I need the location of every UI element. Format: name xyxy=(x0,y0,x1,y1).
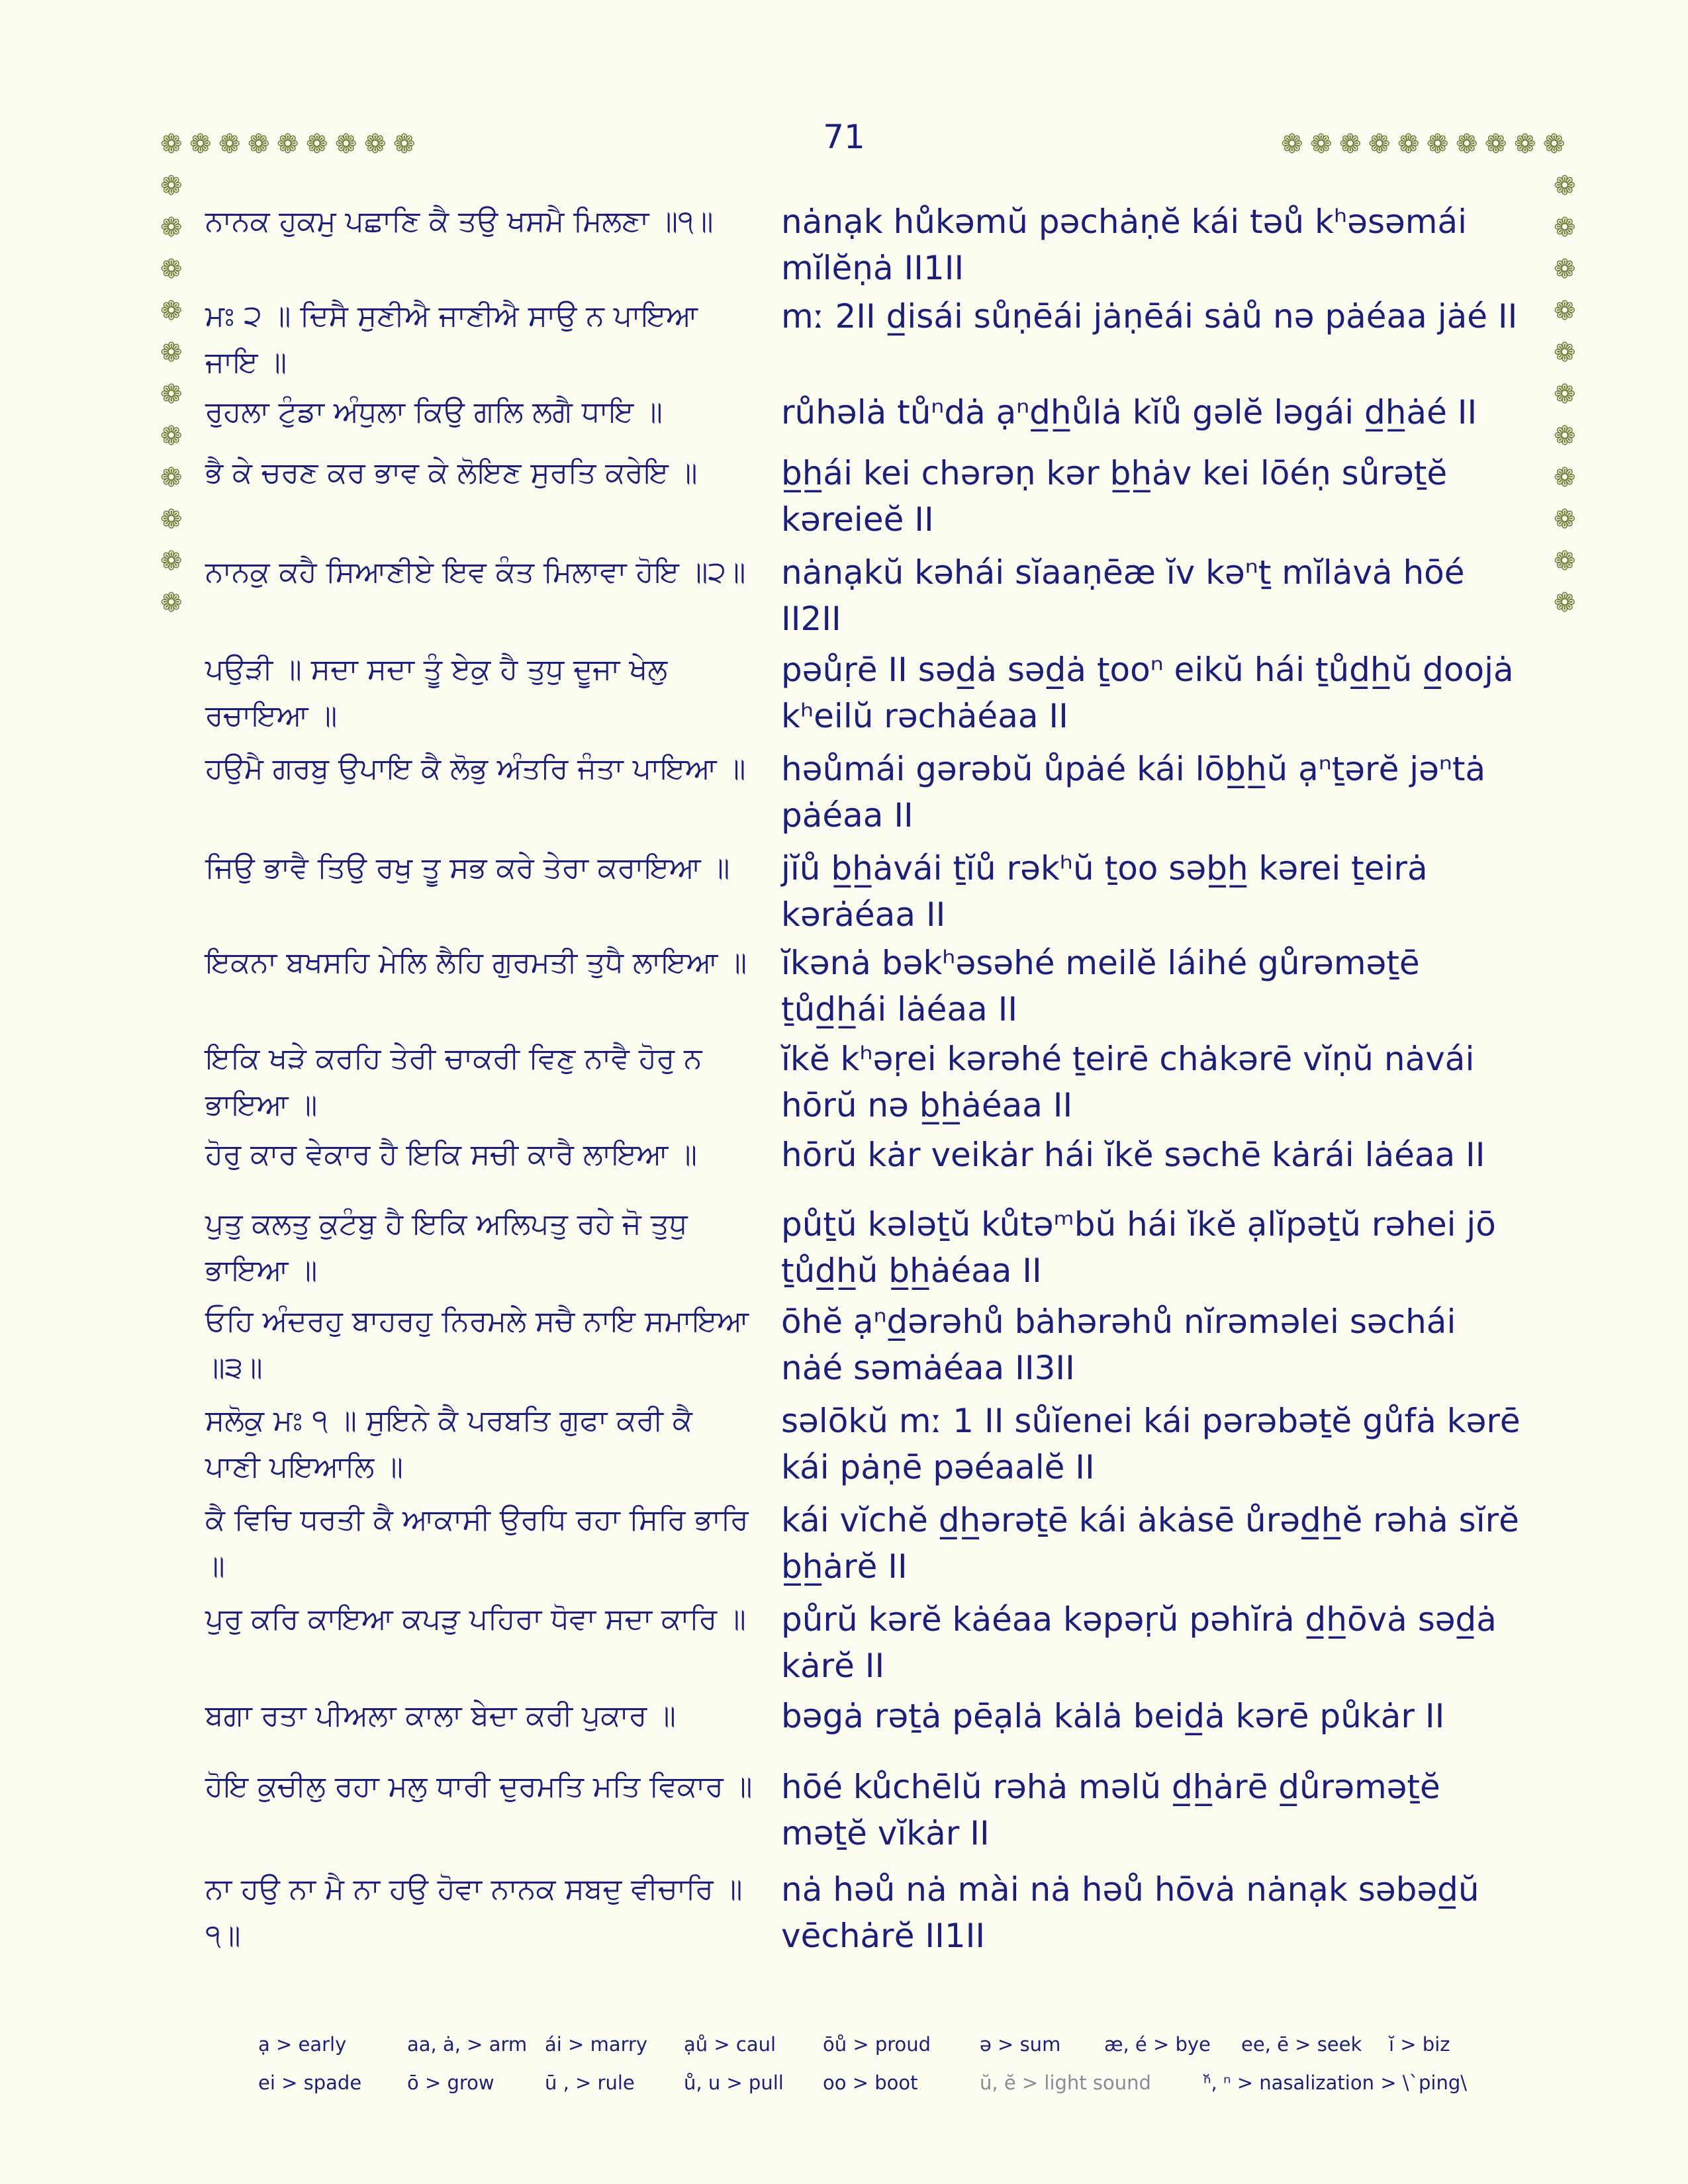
flower-ornament-icon: ❁ xyxy=(160,338,183,368)
transliteration-text: půṯŭ kələṯŭ kůtəᵐbŭ hái ĭkĕ ạlĭpəṯŭ rəhei jō ṯůd̲h̲ŭ b̲h̲ȧéaa II xyxy=(781,1205,1496,1290)
gurmukhi-text: ਕੈ ਵਿਚਿ ਧਰਤੀ ਕੈ ਆਕਾਸੀ ਉਰਧਿ ਰਹਾ ਸਿਰਿ ਭਾਰਿ ॥ xyxy=(205,1503,749,1583)
transliteration-text: b̲h̲ái kei chərəṇ kər b̲h̲ȧv kei lōéṇ sůrəṯĕ kəreieĕ II xyxy=(781,454,1448,539)
gurmukhi-text: ਰੁਹਲਾ ਟੁੰਡਾ ਅੰਧੁਲਾ ਕਿਉ ਗਲਿ ਲਗੈ ਧਾਇ ॥ xyxy=(205,395,663,429)
gurmukhi-text: ਇਕਨਾ ਬਖਸਹਿ ਮੇਲਿ ਲੈਹਿ ਗੁਰਮਤੀ ਤੁਧੈ ਲਾਇਆ ॥ xyxy=(205,946,747,979)
flower-ornament-icon: ❁ xyxy=(1310,129,1333,159)
flower-ornament-icon: ❁ xyxy=(1554,171,1576,201)
flower-ornament-icon: ❁ xyxy=(160,212,183,243)
legend-item: ee, ē > seek xyxy=(1241,2033,1362,2056)
transliteration-text: həůmái gərəbŭ ůpȧé kái lōb̲h̲ŭ ạⁿṯərĕ jəⁿtȧ pȧéaa II xyxy=(781,750,1486,835)
flower-ornament-icon: ❁ xyxy=(1456,129,1478,159)
flower-ornament-icon: ❁ xyxy=(1554,212,1576,243)
flower-ornament-icon: ❁ xyxy=(1368,129,1391,159)
gurmukhi-text: ਜਿਉ ਭਾਵੈ ਤਿਉ ਰਖੁ ਤੂ ਸਭ ਕਰੇ ਤੇਰਾ ਕਰਾਇਆ ॥ xyxy=(205,851,730,885)
transliteration-text: jĭů b̲h̲ȧvái ṯĭů rəkʰŭ ṯoo səb̲h̲ kərei ṯeirȧ kərȧéaa II xyxy=(781,849,1428,934)
transliteration-text: ōhĕ ạⁿd̲ərəhů bȧhərəhů nĭrəməlei səchái nȧé səmȧéaa II3II xyxy=(781,1302,1456,1387)
flower-ornament-icon: ❁ xyxy=(1427,129,1449,159)
flower-ornament-icon: ❁ xyxy=(306,129,328,159)
flower-ornament-icon: ❁ xyxy=(160,421,183,451)
flower-ornament-icon: ❁ xyxy=(1554,338,1576,368)
gurmukhi-text: ਮਃ ੨ ॥ ਦਿਸੈ ਸੁਣੀਐ ਜਾਣੀਐ ਸਾਉ ਨ ਪਾਇਆ ਜਾਇ ॥ xyxy=(205,299,698,379)
transliteration-text: kái vĭchĕ d̲h̲ərəṯē kái ȧkȧsē ůrəd̲h̲ĕ rəhȧ sĭrĕ b̲h̲ȧrĕ II xyxy=(781,1501,1519,1586)
gurmukhi-text: ਨਾ ਹਉ ਨਾ ਮੈ ਨਾ ਹਉ ਹੋਵਾ ਨਾਨਕ ਸਬਦੁ ਵੀਚਾਰਿ ॥੧॥ xyxy=(205,1872,743,1952)
flower-ornament-icon: ❁ xyxy=(277,129,299,159)
gurmukhi-text: ਇਕਿ ਖੜੇ ਕਰਹਿ ਤੇਰੀ ਚਾਕਰੀ ਵਿਣੁ ਨਾਵੈ ਹੋਰੁ ਨ ਭਾਇਆ ॥ xyxy=(205,1042,702,1122)
flower-ornament-icon: ❁ xyxy=(335,129,357,159)
transliteration-text: růhəlȧ tůⁿdȧ ạⁿd̲h̲ůlȧ kĭů gəlĕ ləgái d̲h̲ȧé II xyxy=(781,393,1477,432)
legend-item: aa, ȧ, > arm xyxy=(407,2033,528,2056)
flower-ornament-icon: ❁ xyxy=(1554,546,1576,576)
page-number: 71 xyxy=(823,118,865,156)
flower-ornament-icon: ❁ xyxy=(1554,379,1576,410)
flower-ornament-icon: ❁ xyxy=(364,129,387,159)
flower-ornament-icon: ❁ xyxy=(160,463,183,493)
flower-ornament-icon: ❁ xyxy=(1554,421,1576,451)
flower-ornament-icon: ❁ xyxy=(160,546,183,576)
flower-ornament-icon: ❁ xyxy=(160,379,183,410)
transliteration-text: nȧ həů nȧ mài nȧ həů hōvȧ nȧnạk səbəd̲ŭ vēchȧrĕ II1II xyxy=(781,1870,1479,1955)
legend-item: ei > spade xyxy=(258,2071,362,2094)
transliteration-text: səlōkŭ mː 1 II sůĭenei kái pərəbəṯĕ gůfȧ kərē kái pȧṇē pəéaalĕ II xyxy=(781,1402,1521,1486)
legend-item: ạů > caul xyxy=(684,2033,776,2056)
gurmukhi-text: ਪੁਰੁ ਕਰਿ ਕਾਇਆ ਕਪੜੁ ਪਹਿਰਾ ਧੋਵਾ ਸਦਾ ਕਾਰਿ ॥ xyxy=(205,1602,746,1636)
gurmukhi-text: ਭੈ ਕੇ ਚਰਣ ਕਰ ਭਾਵ ਕੇ ਲੋਇਣ ਸੁਰਤਿ ਕਰੇਇ ॥ xyxy=(205,456,698,490)
flower-ornament-icon: ❁ xyxy=(218,129,241,159)
transliteration-text: mː 2II d̲isái sůṇēái jȧṇēái sȧů nə pȧéaa jȧé II xyxy=(781,297,1518,336)
flower-ornament-icon: ❁ xyxy=(1554,588,1576,618)
flower-ornament-icon: ❁ xyxy=(1485,129,1507,159)
transliteration-text: hōrŭ kȧr veikȧr hái ĭkĕ səchē kȧrái lȧéaa II xyxy=(781,1136,1485,1174)
gurmukhi-text: ਨਾਨਕੁ ਕਹੈ ਸਿਆਣੀਏ ਇਵ ਕੰਤ ਮਿਲਾਵਾ ਹੋਇ ॥੨॥ xyxy=(205,555,746,589)
flower-ornament-icon: ❁ xyxy=(1514,129,1536,159)
transliteration-text: pəůṛē II səd̲ȧ səd̲ȧ ṯooⁿ eikŭ hái ṯůd̲h̲ŭ d̲oojȧ kʰeilŭ rəchȧéaa II xyxy=(781,651,1514,735)
legend-item: ū , > rule xyxy=(545,2071,635,2094)
flower-ornament-icon: ❁ xyxy=(160,504,183,535)
flower-ornament-icon: ❁ xyxy=(160,254,183,285)
flower-ornament-icon: ❁ xyxy=(189,129,212,159)
flower-ornament-icon: ❁ xyxy=(1339,129,1362,159)
transliteration-text: ĭkənȧ bəkʰəsəhé meilĕ láihé gůrəməṯē ṯůd̲h̲ái lȧéaa II xyxy=(781,944,1420,1028)
transliteration-text: hōé kůchēlŭ rəhȧ məlŭ d̲h̲ȧrē d̲ůrəməṯĕ məṯĕ vĭkȧr II xyxy=(781,1768,1440,1852)
flower-ornament-icon: ❁ xyxy=(160,588,183,618)
transliteration-text: bəgȧ rəṯȧ pēạlȧ kȧlȧ beid̲ȧ kərē půkȧr II xyxy=(781,1697,1445,1735)
gurmukhi-text: ਓਹਿ ਅੰਦਰਹੁ ਬਾਹਰਹੁ ਨਿਰਮਲੇ ਸਚੈ ਨਾਇ ਸਮਾਇਆ ॥੩॥ xyxy=(205,1304,749,1385)
flower-ornament-icon: ❁ xyxy=(1554,296,1576,326)
flower-ornament-icon: ❁ xyxy=(1554,254,1576,285)
flower-ornament-icon: ❁ xyxy=(1281,129,1303,159)
transliteration-text: ĭkĕ kʰəṛei kərəhé ṯeirē chȧkərē vĭṇŭ nȧvái hōrŭ nə b̲h̲ȧéaa II xyxy=(781,1040,1475,1124)
legend-item: ů, u > pull xyxy=(684,2071,784,2094)
flower-ornament-icon: ❁ xyxy=(160,129,183,159)
flower-ornament-icon: ❁ xyxy=(248,129,270,159)
legend-item: ŭ, ĕ > light sound xyxy=(980,2071,1151,2094)
flower-ornament-icon: ❁ xyxy=(1397,129,1420,159)
legend-item: ō > grow xyxy=(407,2071,494,2094)
gurmukhi-text: ਹੋਰੁ ਕਾਰ ਵੇਕਾਰ ਹੈ ਇਕਿ ਸਚੀ ਕਾਰੈ ਲਾਇਆ ॥ xyxy=(205,1138,698,1171)
flower-ornament-icon: ❁ xyxy=(160,171,183,201)
gurmukhi-text: ਨਾਨਕ ਹੁਕਮੁ ਪਛਾਣਿ ਕੈ ਤਉ ਖਸਮੈ ਮਿਲਣਾ ॥੧॥ xyxy=(205,205,714,238)
transliteration-text: půrŭ kərĕ kȧéaa kəpəṛŭ pəhĭrȧ d̲h̲ōvȧ səd̲ȧ kȧrĕ II xyxy=(781,1600,1497,1685)
flower-ornament-icon: ❁ xyxy=(160,296,183,326)
legend-item: oo > boot xyxy=(823,2071,918,2094)
gurmukhi-text: ਹੋਇ ਕੁਚੀਲੁ ਰਹਾ ਮਲੁ ਧਾਰੀ ਦੁਰਮਤਿ ਮਤਿ ਵਿਕਾਰ ॥ xyxy=(205,1770,753,1803)
legend-item: ái > marry xyxy=(545,2033,648,2056)
gurmukhi-text: ਬਗਾ ਰਤਾ ਪੀਅਲਾ ਕਾਲਾ ਬੇਦਾ ਕਰੀ ਪੁਕਾਰ ॥ xyxy=(205,1699,676,1733)
gurmukhi-text: ਪੁਤੁ ਕਲਤੁ ਕੁਟੰਬੁ ਹੈ ਇਕਿ ਅਲਿਪਤੁ ਰਹੇ ਜੋ ਤੁਧੁ ਭਾਇਆ ॥ xyxy=(205,1207,688,1287)
flower-ornament-icon: ❁ xyxy=(393,129,416,159)
transliteration-text: nȧnạkŭ kəhái sĭaaṇēæ ĭv kəⁿṯ mĭlȧvȧ hōé II2II xyxy=(781,553,1465,638)
transliteration-text: nȧnạk hůkəmŭ pəchȧṇĕ kái təů kʰəsəmái mĭlĕṇȧ II1II xyxy=(781,203,1467,287)
flower-ornament-icon: ❁ xyxy=(1554,463,1576,493)
legend-item: ōů > proud xyxy=(823,2033,931,2056)
legend-item: ⁿ̆, ⁿ > nasalization > \`ping\ xyxy=(1203,2071,1467,2094)
legend-item: ə > sum xyxy=(980,2033,1061,2056)
legend-item: ĭ > biz xyxy=(1389,2033,1450,2056)
gurmukhi-text: ਪਉੜੀ ॥ ਸਦਾ ਸਦਾ ਤੂੰ ਏਕੁ ਹੈ ਤੁਧੁ ਦੂਜਾ ਖੇਲੁ ਰਚਾਇਆ ॥ xyxy=(205,653,668,733)
flower-ornament-icon: ❁ xyxy=(1543,129,1566,159)
flower-ornament-icon: ❁ xyxy=(1554,504,1576,535)
legend-item: ạ > early xyxy=(258,2033,347,2056)
gurmukhi-text: ਸਲੋਕੁ ਮਃ ੧ ॥ ਸੁਇਨੇ ਕੈ ਪਰਬਤਿ ਗੁਫਾ ਕਰੀ ਕੈ ਪਾਣੀ ਪਇਆਲਿ ॥ xyxy=(205,1404,692,1484)
gurmukhi-text: ਹਉਮੈ ਗਰਬੁ ਉਪਾਇ ਕੈ ਲੋਭੁ ਅੰਤਰਿ ਜੰਤਾ ਪਾਇਆ ॥ xyxy=(205,752,746,786)
legend-item: æ, é > bye xyxy=(1104,2033,1211,2056)
